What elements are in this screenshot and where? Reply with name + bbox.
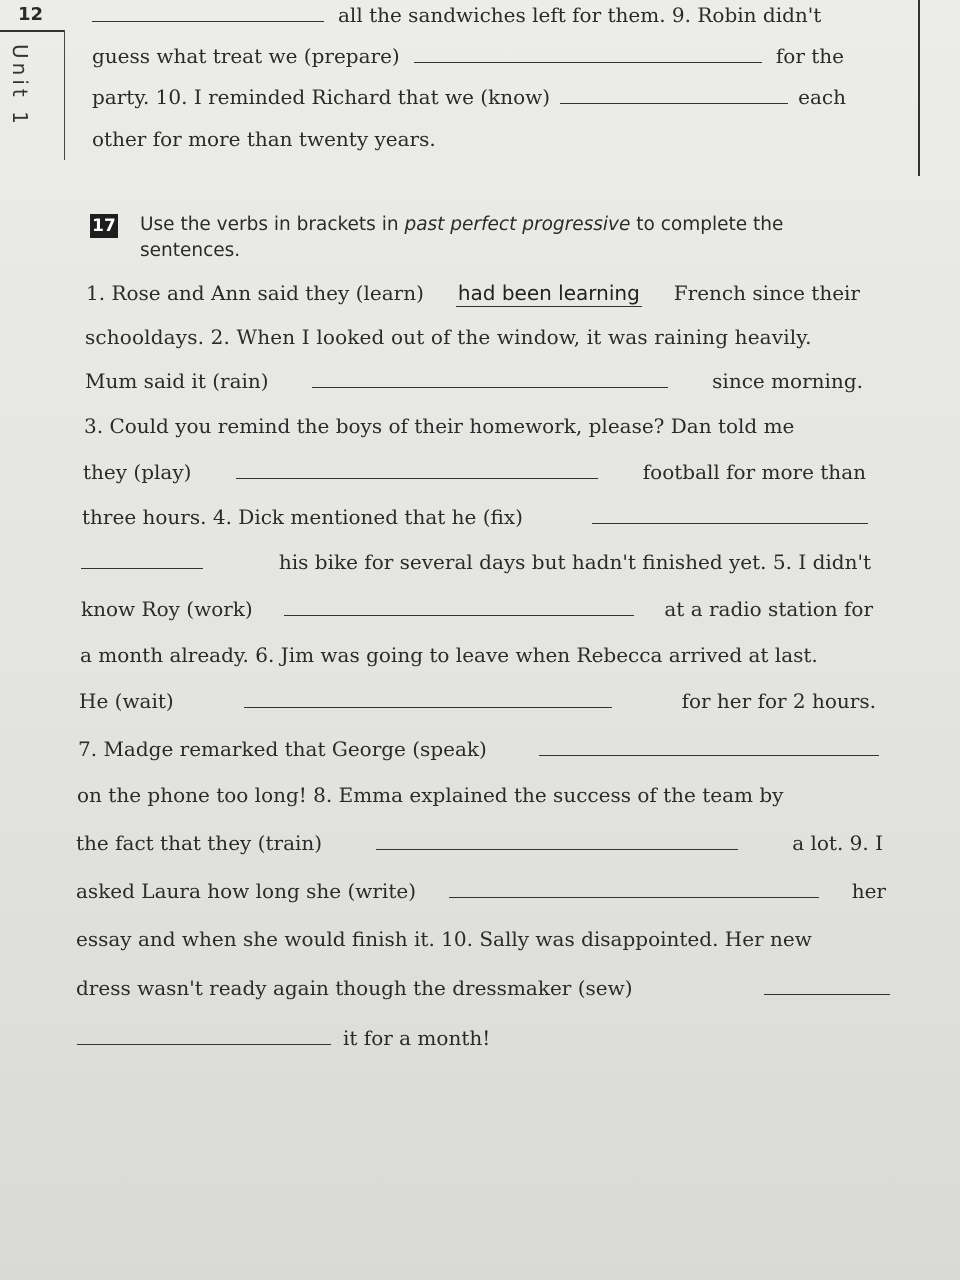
line-text: Mum said it (rain) — [85, 369, 269, 393]
example-answer: had been learning — [457, 281, 640, 305]
answer-blank[interactable] — [312, 369, 668, 388]
exercise-number: 17 — [90, 214, 118, 238]
line-text: French since their — [673, 281, 860, 305]
line-text: for her for 2 hours. — [681, 689, 876, 713]
sentence-line-15 — [76, 926, 888, 952]
sentence-line-12 — [77, 782, 881, 808]
page-number: 12 — [18, 4, 44, 25]
line-text: it for a month! — [343, 1026, 491, 1050]
line-text: three hours. 4. Dick mentioned that he (fix) — [82, 505, 523, 529]
prev-line-4 — [92, 126, 436, 152]
side-rule — [64, 30, 65, 160]
line-text: guess what treat we (prepare) — [92, 44, 400, 68]
line-text: dress wasn't ready again though the dressmaker (sew) — [76, 976, 633, 1000]
sentence-line-17 — [77, 1025, 507, 1051]
line-text: football for more than — [642, 460, 866, 484]
sentence-line-14 — [76, 878, 886, 904]
line-text: her — [851, 879, 886, 903]
sentence-line-9 — [80, 642, 874, 668]
sentence-line-5 — [83, 459, 866, 485]
answer-blank[interactable] — [764, 976, 890, 995]
sentence-line-16 — [76, 975, 890, 1001]
line-text: all the sandwiches left for them. 9. Robin didn't — [338, 3, 822, 27]
sentence-line-10 — [79, 688, 876, 714]
prev-line-3 — [92, 84, 846, 110]
sentence-line-2 — [85, 324, 861, 350]
unit-label: Unit 1 — [8, 44, 32, 128]
line-text: for the — [775, 44, 844, 68]
sentence-line-1 — [86, 280, 860, 307]
line-text: schooldays. 2. When I looked out of the window, it was raining heavily. — [85, 325, 812, 349]
answer-blank[interactable] — [244, 689, 612, 708]
line-text: essay and when she would finish it. 10. Sally was disappointed. Her new — [76, 927, 812, 951]
sentence-line-3 — [85, 368, 863, 394]
line-text: his bike for several days but hadn't finished yet. 5. I didn't — [278, 550, 871, 574]
sentence-line-7 — [81, 549, 871, 575]
line-text: the fact that they (train) — [76, 831, 323, 855]
prev-line-1 — [92, 2, 844, 28]
answer-blank[interactable] — [414, 44, 762, 63]
line-text: He (wait) — [79, 689, 174, 713]
sentence-line-11 — [78, 736, 879, 762]
line-text: party. 10. I reminded Richard that we (know) — [92, 85, 551, 109]
line-text: each — [798, 85, 846, 109]
line-text: a month already. 6. Jim was going to leave when Rebecca arrived at last. — [80, 643, 818, 667]
line-text: know Roy (work) — [81, 597, 253, 621]
prev-line-2 — [92, 43, 844, 69]
sentence-line-13 — [76, 830, 883, 856]
line-text: a lot. 9. I — [792, 831, 883, 855]
answer-blank[interactable] — [284, 597, 634, 616]
line-text: since morning. — [712, 369, 863, 393]
line-text: at a radio station for — [664, 597, 873, 621]
line-text: asked Laura how long she (write) — [76, 879, 416, 903]
line-text: 1. Rose and Ann said they (learn) — [86, 281, 424, 305]
line-text: on the phone too long! 8. Emma explained the success of the team by — [77, 783, 784, 807]
right-border — [918, 0, 920, 176]
sentence-line-4 — [84, 413, 864, 439]
line-text: other for more than twenty years. — [92, 127, 436, 151]
sentence-line-8 — [81, 596, 873, 622]
answer-blank[interactable] — [236, 460, 598, 479]
answer-blank[interactable] — [560, 85, 788, 104]
header-rule — [0, 30, 64, 32]
exercise-instruction: Use the verbs in brackets in past perfect progressive to complete the sentences. — [140, 214, 784, 261]
answer-blank[interactable] — [592, 505, 868, 524]
answer-blank[interactable] — [449, 879, 819, 898]
line-text: 7. Madge remarked that George (speak) — [78, 737, 487, 761]
answer-blank[interactable] — [539, 737, 879, 756]
sentence-line-6 — [82, 504, 868, 530]
line-text: they (play) — [83, 460, 192, 484]
answer-blank[interactable] — [81, 550, 203, 569]
answer-blank[interactable] — [77, 1026, 331, 1045]
answer-blank[interactable] — [92, 3, 324, 22]
line-text: 3. Could you remind the boys of their homework, please? Dan told me — [84, 414, 795, 438]
answer-blank[interactable] — [376, 831, 738, 850]
